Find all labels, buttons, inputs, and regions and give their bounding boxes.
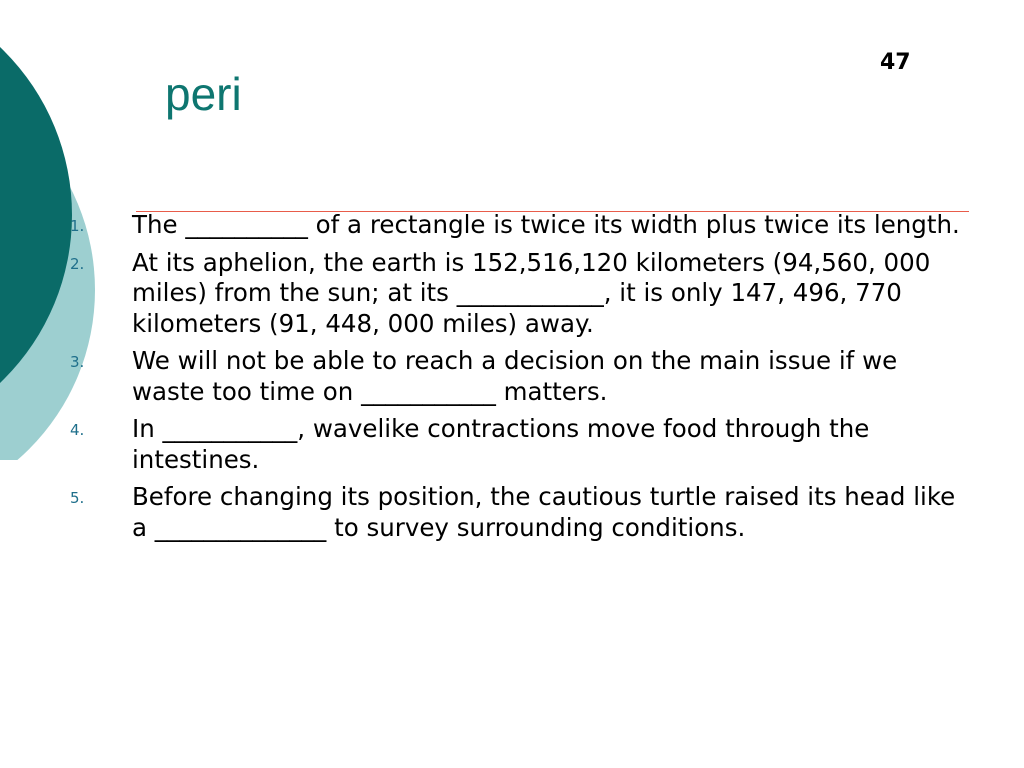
decorative-circles — [0, 0, 110, 460]
list-item — [70, 247, 962, 340]
list-item-number: 1. — [70, 217, 85, 235]
list-item — [70, 346, 962, 407]
question-list — [70, 210, 962, 550]
list-item — [70, 210, 962, 241]
list-item-text: In ___________, wavelike contractions move food through the intestines. — [132, 414, 870, 474]
list-item — [70, 414, 962, 475]
list-item-number: 2. — [70, 254, 85, 273]
list-item-text: At its aphelion, the earth is 152,516,120 kilometers (94,560, 000 miles) from the sun; at its ____________, it is only 147, 496, 770 kilometers (91, 448, 000 miles) away. — [132, 247, 931, 338]
list-item-number: 5. — [70, 489, 85, 507]
list-item-number: 4. — [70, 421, 85, 439]
list-item — [70, 482, 962, 543]
slide-title: peri — [165, 68, 242, 120]
list-item-text: The __________ of a rectangle is twice its width plus twice its length. — [132, 210, 960, 239]
list-item-text: We will not be able to reach a decision on the main issue if we waste too time on ___________ matters. — [132, 346, 898, 406]
slide-number: 47 — [880, 50, 911, 75]
list-item-number: 3. — [70, 353, 85, 371]
list-item-text: Before changing its position, the cautious turtle raised its head like a ______________ to survey surrounding conditions. — [132, 482, 956, 542]
